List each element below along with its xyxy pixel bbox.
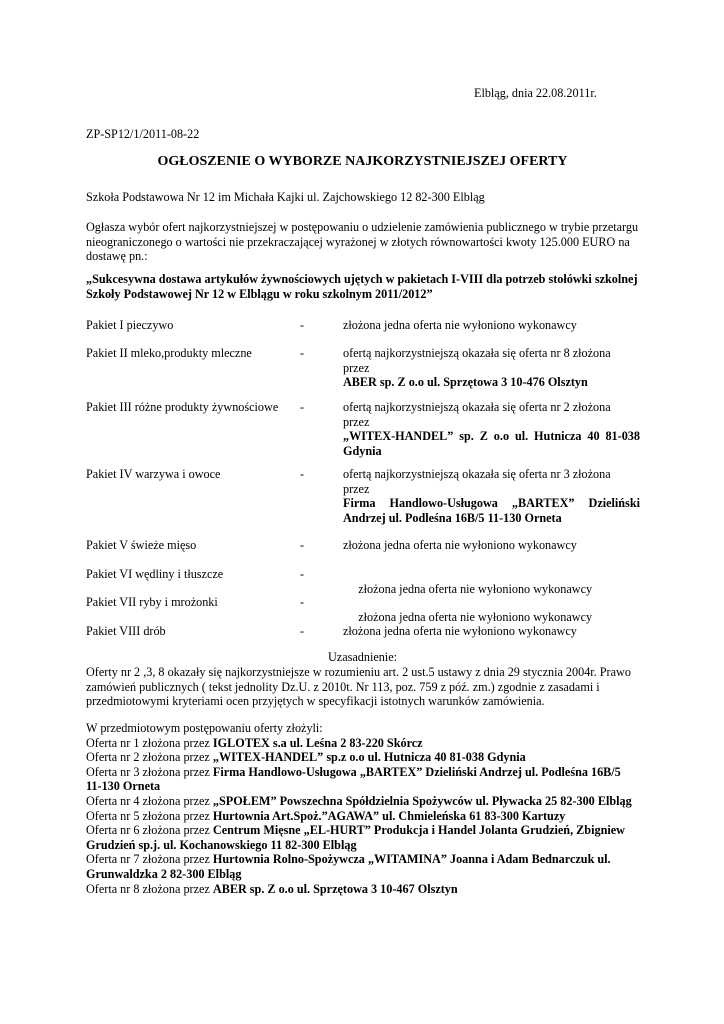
package-name: Pakiet VII ryby i mrożonki	[86, 595, 218, 609]
package-result-text: złożona jedna oferta nie wyłoniono wykonawcy	[343, 538, 577, 552]
offer-item	[86, 736, 646, 751]
package-dash: -	[300, 538, 305, 552]
offer-item	[86, 750, 646, 765]
package-result	[343, 624, 640, 639]
offer-firm-continued: Grudzień sp.j. ul. Kochanowskiego 11 82-300 Elbląg	[86, 837, 357, 852]
justification-paragraph: Oferty nr 2 ,3, 8 okazały się najkorzystniejsze w rozumieniu art. 2 ust.5 ustawy z dnia 29 stycznia 2004r. Prawo zamówień publicznych ( tekst jednolity Dz.U. z 2010t. Nr 113, poz. 759 z póź. zm.) zgodnie z zasadami i przedmiotowymi kryteriami ocen przyjętych w specyfikacji istotnych warunków zamówienia.	[86, 665, 631, 709]
package-dash: -	[300, 400, 305, 414]
package-result	[343, 346, 640, 390]
subject-paragraph: „Sukcesywna dostawa artykułów żywnościowych ujętych w pakietach I-VIII dla potrzeb stołówki szkolnej Szkoły Podstawowej Nr 12 w Elblągu w roku szkolnym 2011/2012”	[86, 272, 638, 301]
offer-prefix: Oferta nr 2 złożona przez	[86, 750, 213, 765]
offer-firm: Centrum Mięsne „EL-HURT” Produkcja i Handel Jolanta Grudzień, Zbigniew	[212, 823, 625, 838]
package-name: Pakiet I pieczywo	[86, 318, 174, 332]
package-dash: -	[300, 624, 305, 638]
offer-firm-continued: 11-130 Orneta	[86, 779, 161, 794]
package-result	[343, 318, 640, 333]
justification-heading: Uzasadnienie:	[327, 650, 398, 664]
offer-prefix: Oferta nr 4 złożona przez	[86, 793, 213, 808]
package-result-text: złożona jedna oferta nie wyłoniono wykonawcy	[355, 581, 593, 596]
offers-list	[86, 721, 646, 896]
offers-heading: W przedmiotowym postępowaniu oferty złożyli:	[86, 721, 323, 735]
offer-item	[86, 882, 646, 897]
package-winner: ABER sp. Z o.o ul. Sprzętowa 3 10-476 Olsztyn	[343, 375, 588, 390]
package-result-text: ofertą najkorzystniejszą okazała się oferta nr 2 złożona przez	[343, 400, 611, 429]
offer-item	[86, 823, 646, 838]
intro-paragraph: Ogłasza wybór ofert najkorzystniejszej w postępowaniu o udzielenie zamówienia publicznego w trybie przetargu nieograniczonego o wartości nie przekraczającej wyrażonej w złotych równowartości kwoty 125.000 EURO na dostawę pn.:	[86, 220, 639, 264]
offer-prefix: Oferta nr 5 złożona przez	[86, 808, 213, 823]
offer-prefix: Oferta nr 7 złożona przez	[86, 852, 213, 867]
offer-item	[86, 765, 646, 780]
offer-prefix: Oferta nr 6 złożona przez	[86, 823, 213, 838]
reference-number: ZP-SP12/1/2011-08-22	[86, 127, 200, 141]
package-dash: -	[300, 467, 305, 481]
offer-firm: Hurtownia Art.Spoż.”AGAWA” ul. Chmieleńska 61 83-300 Kartuzy	[212, 808, 566, 823]
package-dash: -	[300, 346, 305, 360]
package-result-text: złożona jedna oferta nie wyłoniono wykonawcy	[355, 609, 593, 624]
document-date: Elbląg, dnia 22.08.2011r.	[474, 86, 597, 100]
offer-firm: Hurtownia Rolno-Spożywcza „WITAMINA” Joanna i Adam Bednarczuk ul.	[212, 852, 611, 867]
offer-item	[86, 852, 646, 867]
package-result-text: ofertą najkorzystniejszą okazała się oferta nr 8 złożona przez	[343, 346, 611, 375]
package-result-text: złożona jedna oferta nie wyłoniono wykonawcy	[343, 624, 577, 638]
offer-firm: „WITEX-HANDEL” sp.z o.o ul. Hutnicza 40 81-038 Gdynia	[212, 750, 526, 765]
offer-prefix: Oferta nr 8 złożona przez	[86, 881, 213, 896]
offer-prefix: Oferta nr 1 złożona przez	[86, 735, 213, 750]
package-result	[343, 400, 640, 458]
offer-firm: ABER sp. Z o.o ul. Sprzętowa 3 10-467 Olsztyn	[212, 881, 458, 896]
package-result	[343, 467, 640, 525]
offer-item	[86, 809, 646, 824]
package-winner: Firma Handlowo-Usługowa „BARTEX” Dzieliński Andrzej ul. Podleśna 16B/5 11-130 Orneta	[343, 496, 640, 525]
offer-firm: Firma Handlowo-Usługowa „BARTEX” Dzieliński Andrzej ul. Podleśna 16B/5	[212, 764, 621, 779]
page-title: OGŁOSZENIE O WYBORZE NAJKORZYSTNIEJSZEJ OFERTY	[157, 154, 568, 169]
offer-prefix: Oferta nr 3 złożona przez	[86, 764, 213, 779]
offer-item	[86, 794, 646, 809]
school-address: Szkoła Podstawowa Nr 12 im Michała Kajki ul. Zajchowskiego 12 82-300 Elbląg	[86, 190, 485, 204]
package-result-text: złożona jedna oferta nie wyłoniono wykonawcy	[343, 318, 577, 332]
package-name: Pakiet III różne produkty żywnościowe	[86, 400, 279, 414]
package-winner: „WITEX-HANDEL” sp. Z o.o ul. Hutnicza 40 81-038 Gdynia	[343, 429, 640, 458]
package-dash: -	[300, 567, 305, 581]
package-name: Pakiet IV warzywa i owoce	[86, 467, 221, 481]
package-result-text: ofertą najkorzystniejszą okazała się oferta nr 3 złożona przez	[343, 467, 611, 496]
offer-firm: IGLOTEX s.a ul. Leśna 2 83-220 Skórcz	[212, 735, 423, 750]
offer-firm-continued: Grunwaldzka 2 82-300 Elbląg	[86, 866, 242, 881]
package-dash: -	[300, 318, 305, 332]
package-name: Pakiet VIII drób	[86, 624, 166, 638]
package-dash: -	[300, 595, 305, 609]
package-name: Pakiet VI wędliny i tłuszcze	[86, 567, 224, 581]
package-result	[343, 538, 640, 553]
offer-firm: „SPOŁEM” Powszechna Spółdzielnia Spożywców ul. Pływacka 25 82-300 Elbląg	[212, 793, 632, 808]
package-name: Pakiet II mleko,produkty mleczne	[86, 346, 252, 360]
package-name: Pakiet V świeże mięso	[86, 538, 197, 552]
